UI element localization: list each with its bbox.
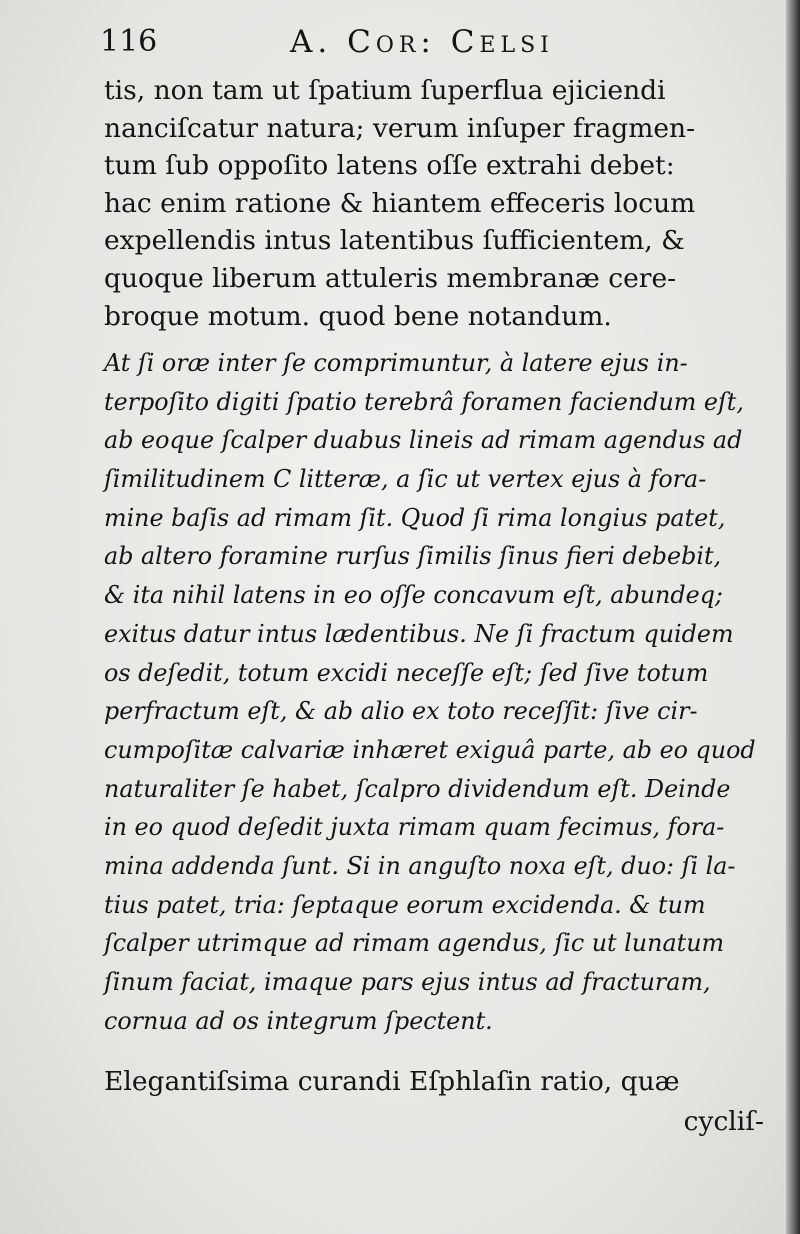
text-line: ab altero foramine rurſus ſimilis ſinus fieri debebit,	[104, 542, 722, 571]
text-line: broque motum. quod bene notandum.	[104, 300, 612, 332]
page-header	[100, 18, 740, 64]
roman-paragraph	[104, 72, 764, 335]
text-line: tius patet, tria: ſeptaque eorum excidenda. & tum	[104, 890, 706, 919]
catchword: cycliſ-	[683, 1106, 764, 1137]
text-line: ab eoque ſcalper duabus lineis ad rimam agendus ad	[104, 426, 743, 455]
text-line: nanciſcatur natura; verum inſuper fragmen-	[104, 112, 696, 144]
italic-paragraph	[104, 344, 764, 1040]
text-line: mina addenda ſunt. Si in anguſto noxa eſt, duo: ſi la-	[104, 851, 736, 880]
text-line: perfractum eſt, & ab alio ex toto receſſit: ſive cir-	[104, 697, 698, 726]
text-line: At ſi oræ inter ſe comprimuntur, à latere ejus in-	[104, 349, 688, 377]
text-line: exitus datur intus lædentibus. Ne ſi fractum quidem	[104, 619, 734, 648]
text-line: mine baſis ad rimam ſit. Quod ſi rima longius patet,	[104, 503, 726, 532]
text-line: ſimilitudinem C litteræ, a ſic ut vertex ejus à fora-	[104, 465, 707, 494]
closing-paragraph	[104, 1062, 764, 1142]
text-line: in eo quod deſedit juxta rimam quam fecimus, fora-	[104, 813, 725, 842]
text-line: ſcalper utrimque ad rimam agendus, ſic ut lunatum	[104, 929, 725, 958]
text-line: quoque liberum attuleris membranæ cere-	[104, 262, 677, 294]
text-line: cumpoſitæ calvariæ inhæret exiguâ parte, ab eo quod	[104, 735, 756, 764]
text-line: terpoſito digiti ſpatio terebrâ foramen faciendum eſt,	[104, 387, 744, 416]
text-line: & ita nihil latens in eo oſſe concavum eſt, abundeq;	[104, 581, 723, 610]
text-line: expellendis intus latentibus ſufficientem, &	[104, 225, 685, 257]
text-line: tum ſub oppoſito latens oſſe extrahi debet:	[104, 150, 675, 182]
page-number: 116	[100, 24, 158, 59]
running-head: A. Cor: Celsi	[290, 24, 554, 60]
text-line: naturaliter ſe habet, ſcalpro dividendum eſt. Deinde	[104, 774, 731, 803]
text-line: Elegantiſsima curandi Eſphlaſin ratio, quæ	[104, 1066, 680, 1097]
text-line: tis, non tam ut ſpatium ſuperflua ejiciendi	[104, 75, 666, 106]
page-gutter-shadow	[786, 0, 800, 1234]
text-line: cornua ad os integrum ſpectent.	[104, 1006, 493, 1035]
text-line: hac enim ratione & hiantem effeceris locum	[104, 187, 696, 219]
text-line: ſinum faciat, imaque pars ejus intus ad fracturam,	[104, 968, 711, 996]
text-line: os deſedit, totum excidi neceſſe eſt; ſed ſive totum	[104, 658, 709, 687]
